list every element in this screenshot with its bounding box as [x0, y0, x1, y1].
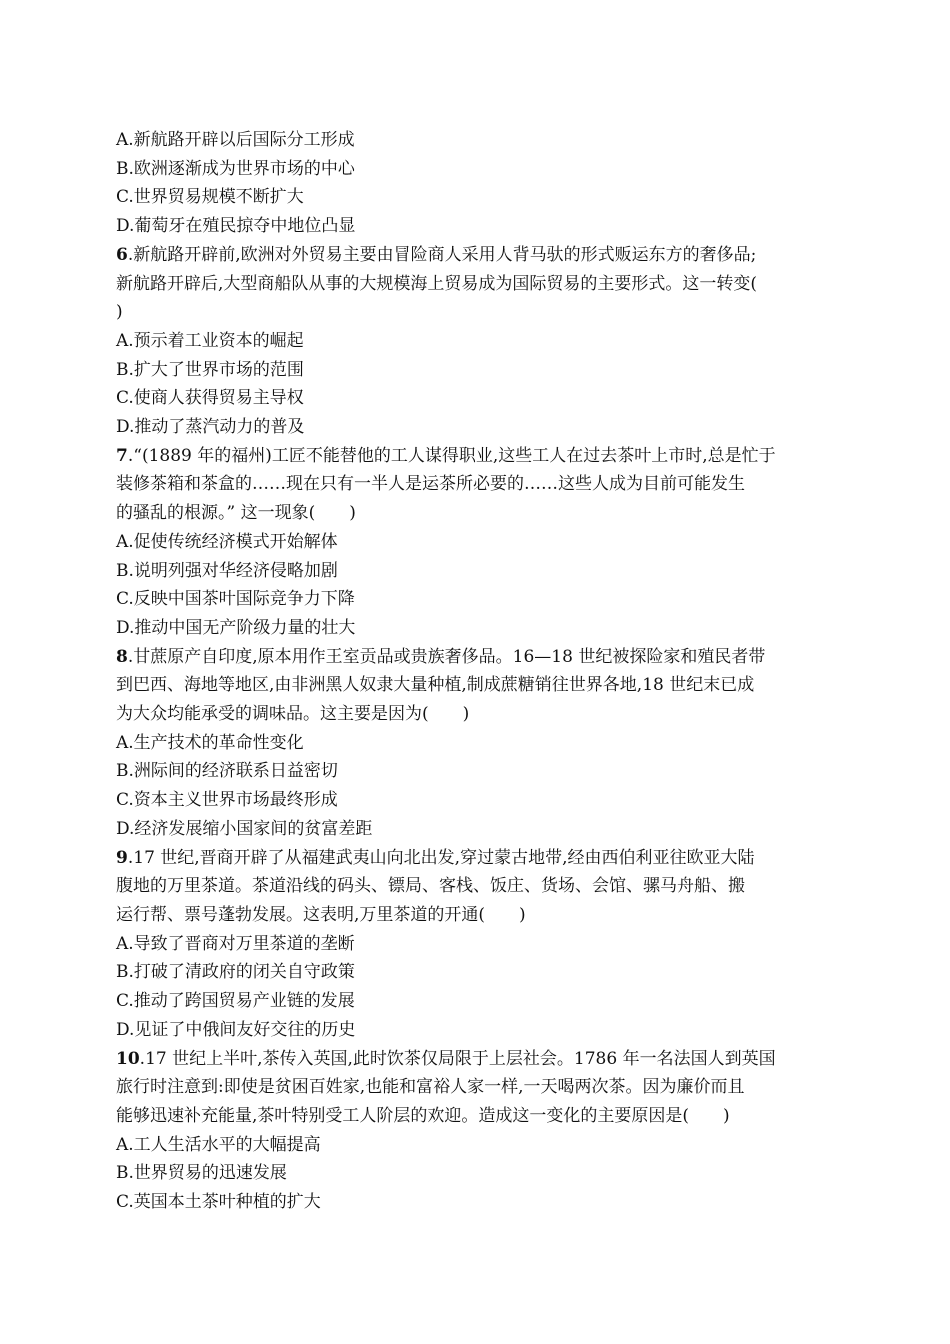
option-b: B.洲际间的经济联系日益密切: [116, 761, 338, 782]
option-c: C.资本主义世界市场最终形成: [116, 790, 338, 811]
question-stem-line: 运行帮、票号蓬勃发展。这表明,万里茶道的开通( ): [116, 904, 526, 925]
question-9: [116, 844, 840, 1045]
question-stem-line: 的骚乱的根源。” 这一现象( ): [116, 503, 356, 524]
exam-page: [116, 126, 840, 1217]
question-stem-line: [116, 1045, 840, 1074]
question-6: [116, 241, 840, 442]
option-a: A.预示着工业资本的崛起: [116, 330, 304, 351]
option-d: D.见证了中俄间友好交往的历史: [116, 1019, 356, 1040]
question-stem-line: [116, 442, 840, 471]
option-a: A.新航路开辟以后国际分工形成: [116, 130, 355, 150]
option-a: A.工人生活水平的大幅提高: [116, 1134, 321, 1155]
question-stem-line: 为大众均能承受的调味品。这主要是因为( ): [116, 704, 470, 725]
option-d: D.经济发展缩小国家间的贫富差距: [116, 818, 373, 839]
option-c: C.使商人获得贸易主导权: [116, 388, 304, 409]
question-text: .17 世纪,晋商开辟了从福建武夷山向北出发,穿过蒙古地带,经由西伯利亚往欧亚大陆: [127, 847, 755, 868]
option-c: C.推动了跨国贸易产业链的发展: [116, 991, 355, 1012]
question-stem-line: [116, 844, 840, 873]
option-a: A.生产技术的革命性变化: [116, 732, 304, 753]
question-number: 9: [116, 847, 128, 868]
option-c: C.反映中国茶叶国际竞争力下降: [116, 589, 355, 610]
option-b: B.欧洲逐渐成为世界市场的中心: [116, 158, 355, 179]
option-b: B.说明列强对华经济侵略加剧: [116, 560, 338, 581]
question-text: .新航路开辟前,欧洲对外贸易主要由冒险商人采用人背马驮的形式贩运东方的奢侈品;: [127, 244, 757, 265]
option-b: B.扩大了世界市场的范围: [116, 359, 304, 380]
question-7: [116, 442, 840, 643]
question-stem-line: 旅行时注意到:即使是贫困百姓家,也能和富裕人家一样,一天喝两次茶。因为廉价而且: [116, 1077, 745, 1098]
question-stem-line: 腹地的万里茶道。茶道沿线的码头、镖局、客栈、饭庄、货场、会馆、骡马舟船、搬: [116, 876, 745, 897]
question-10: [116, 1045, 840, 1217]
option-d: D.推动中国无产阶级力量的壮大: [116, 617, 356, 638]
option-b: B.世界贸易的迅速发展: [116, 1163, 287, 1184]
option-d: D.推动了蒸汽动力的普及: [116, 417, 305, 438]
option-c: C.英国本土茶叶种植的扩大: [116, 1192, 321, 1213]
question-text: .17 世纪上半叶,茶传入英国,此时饮茶仅局限于上层社会。1786 年一名法国人到英国: [139, 1048, 776, 1069]
option-c: C.世界贸易规模不断扩大: [116, 187, 304, 208]
option-d: D.葡萄牙在殖民掠夺中地位凸显: [116, 216, 356, 237]
question-stem-line: 新航路开辟后,大型商船队从事的大规模海上贸易成为国际贸易的主要形式。这一转变(: [116, 273, 758, 294]
previous-question-options: [116, 126, 840, 241]
question-number: 10: [116, 1048, 140, 1069]
option-b: B.打破了清政府的闭关自守政策: [116, 962, 355, 983]
question-number: 7: [116, 445, 128, 466]
question-stem-line: 装修茶箱和茶盒的……现在只有一半人是运茶所必要的……这些人成为目前可能发生: [116, 474, 745, 495]
question-text: .甘蔗原产自印度,原本用作王室贡品或贵族奢侈品。16—18 世纪被探险家和殖民者带: [127, 646, 766, 667]
question-number: 8: [116, 646, 128, 667]
question-stem-line: ): [116, 302, 123, 323]
question-number: 6: [116, 244, 128, 265]
question-8: [116, 643, 840, 844]
question-text: .“(1889 年的福州)工匠不能替他的工人谋得职业,这些工人在过去茶叶上市时,总是忙于: [127, 445, 776, 466]
question-stem-line: 到巴西、海地等地区,由非洲黑人奴隶大量种植,制成蔗糖销往世界各地,18 世纪末已成: [116, 675, 755, 696]
question-stem-line: [116, 241, 840, 270]
question-stem-line: 能够迅速补充能量,茶叶特别受工人阶层的欢迎。造成这一变化的主要原因是( ): [116, 1105, 730, 1126]
question-stem-line: [116, 643, 840, 672]
option-a: A.导致了晋商对万里茶道的垄断: [116, 933, 355, 954]
option-a: A.促使传统经济模式开始解体: [116, 531, 338, 552]
